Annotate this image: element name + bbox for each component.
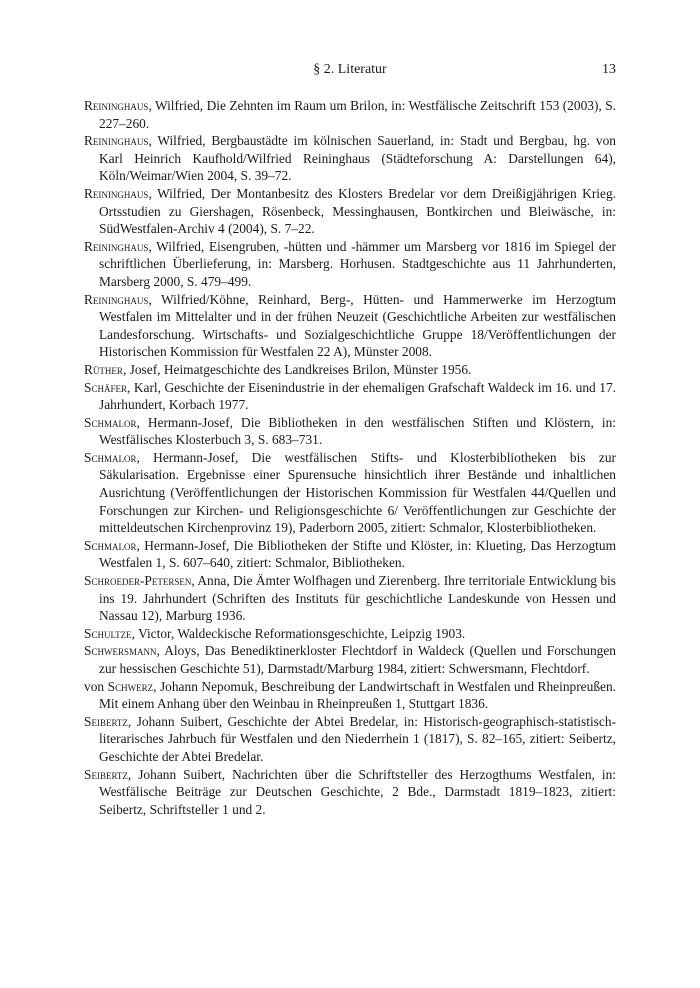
author-surname: Schroeder-Petersen bbox=[84, 573, 192, 589]
author-surname: Rüther bbox=[84, 361, 123, 377]
entry-text: , Johann Suibert, Geschichte der Abtei Bredelar, in: Historisch-geographisch-statistisch-literarisches Jahrbuch für Westfalen und den Niederrhein 1 (1817), S. 82–165, zitiert: Seibertz, Geschichte der Abtei Bredelar. bbox=[99, 713, 616, 764]
author-surname: Schwersmann bbox=[84, 643, 157, 659]
author-surname: Reininghaus bbox=[84, 185, 149, 201]
entry-text: , Anna, Die Ämter Wolfhagen und Zierenberg. Ihre territoriale Entwicklung bis ins 19. Jahrhundert (Schriften des Instituts für geschichtliche Landeskunde von Hessen und Nassau 12), Marburg 1936. bbox=[99, 573, 616, 624]
author-surname: Reininghaus bbox=[84, 291, 149, 307]
author-surname: Reininghaus bbox=[84, 133, 149, 149]
entry-text: , Hermann-Josef, Die Bibliotheken in den westfälischen Stiften und Klöstern, in: Westfälisches Klosterbuch 3, S. 683–731. bbox=[99, 414, 616, 448]
entry-text: , Aloys, Das Benediktinerkloster Flechtdorf in Waldeck (Quellen und Forschungen zur hessischen Geschichte 51), Darmstadt/Marburg 1984, zitiert: Schwersmann, Flechtdorf. bbox=[99, 643, 616, 676]
bibliography-entry bbox=[84, 238, 616, 291]
author-surname: Schmalor bbox=[84, 537, 137, 553]
bibliography-entry bbox=[84, 766, 616, 819]
section-title: § 2. Literatur bbox=[313, 62, 387, 77]
author-surname: Schmalor bbox=[84, 414, 137, 430]
entry-text: , Wilfried, Die Zehnten im Raum um Brilon, in: Westfälische Zeitschrift 153 (2003), S. 227–260. bbox=[99, 98, 616, 131]
entry-text: , Johann Suibert, Nachrichten über die Schriftsteller des Herzogthums Westfalen, in: Westfälische Beiträge zur Deutschen Geschichte, 2 Bde., Darmstadt 1819–1823, zitiert: Seibertz, Schriftsteller 1 und 2. bbox=[99, 766, 616, 817]
author-surname: Seibertz bbox=[84, 713, 128, 729]
entry-text: , Victor, Waldeckische Reformationsgeschichte, Leipzig 1903. bbox=[131, 625, 466, 641]
entry-text: , Wilfried, Eisengruben, -hütten und -hämmer um Marsberg vor 1816 im Spiegel der schriftlichen Überlieferung, in: Marsberg. Horhusen. Stadtgeschichte aus 11 Jahrhunderten, Marsberg 2000, S. 479–499. bbox=[99, 238, 616, 289]
bibliography-entry bbox=[84, 132, 616, 185]
running-header bbox=[84, 62, 616, 82]
bibliography-entry bbox=[84, 449, 616, 537]
author-prefix: von bbox=[84, 678, 108, 694]
author-surname: Schultze bbox=[84, 625, 132, 641]
bibliography-entry bbox=[84, 97, 616, 132]
bibliography-list bbox=[84, 97, 616, 818]
bibliography-entry bbox=[84, 713, 616, 766]
bibliography-entry bbox=[84, 185, 616, 238]
page-number: 13 bbox=[602, 62, 616, 77]
bibliography-entry bbox=[84, 537, 616, 572]
bibliography-entry bbox=[84, 572, 616, 625]
entry-text: , Karl, Geschichte der Eisenindustrie in der ehemaligen Grafschaft Waldeck im 16. und 17. Jahrhundert, Korbach 1977. bbox=[99, 379, 616, 413]
bibliography-entry bbox=[84, 291, 616, 361]
author-surname: Schäfer bbox=[84, 379, 127, 395]
entry-text: , Wilfried, Bergbaustädte im kölnischen Sauerland, in: Stadt und Bergbau, hg. von Karl Heinrich Kaufhold/Wilfried Reininghaus (Städteforschung A: Darstellungen 64), Köln/Weimar/Wien 2004, S. 39–72. bbox=[99, 133, 616, 184]
bibliography-entry bbox=[84, 678, 616, 713]
entry-text: , Hermann-Josef, Die Bibliotheken der Stifte und Klöster, in: Klueting, Das Herzogtum Westfalen 1, S. 607–640, zitiert: Schmalor, Bibliotheken. bbox=[99, 537, 616, 571]
bibliography-entry bbox=[84, 625, 616, 643]
author-surname: Reininghaus bbox=[84, 238, 149, 254]
bibliography-entry bbox=[84, 642, 616, 677]
author-surname: Reininghaus bbox=[84, 98, 149, 113]
bibliography-entry bbox=[84, 379, 616, 414]
entry-text: , Hermann-Josef, Die westfälischen Stifts- und Klosterbibliotheken bis zur Säkularisation. Ergebnisse einer Spurensuche hinsichtlich ihrer Bestände und inhaltlichen Ausrichtung (Veröffentlichungen der Historischen Kommission für Westfalen 44/Quellen und Forschungen zur Kirchen- und Religionsgeschichte 6/ Veröffentlichungen zur Geschichte der mitteldeutschen Kirchenprovinz 19), Paderborn 2005, zitiert: Schmalor, Klosterbibliotheken. bbox=[99, 449, 616, 536]
entry-text: , Josef, Heimatgeschichte des Landkreises Brilon, Münster 1956. bbox=[122, 361, 472, 377]
bibliography-entry bbox=[84, 361, 616, 379]
author-surname: Seibertz bbox=[84, 766, 128, 782]
entry-text: , Johann Nepomuk, Beschreibung der Landwirtschaft in Westfalen und Rheinpreußen. Mit einem Anhang über den Weinbau in Rheinpreußen 1, Stuttgart 1836. bbox=[99, 678, 616, 712]
bibliography-entry bbox=[84, 414, 616, 449]
author-surname: Schwerz bbox=[107, 678, 154, 694]
author-surname: Schmalor bbox=[84, 449, 137, 465]
entry-text: , Wilfried/Köhne, Reinhard, Berg-, Hütten- und Hammerwerke im Herzogtum Westfalen im Mittelalter und in der frühen Neuzeit (Geschichtliche Arbeiten zur westfälischen Landesforschung. Wirtschafts- und Sozialgeschichtliche Gruppe 18/Veröffentlichungen der Historischen Kommission für Westfalen 22 A), Münster 2008. bbox=[99, 291, 616, 360]
entry-text: , Wilfried, Der Montanbesitz des Klosters Bredelar vor dem Dreißigjährigen Krieg. Ortsstudien zu Giershagen, Rösenbeck, Messinghausen, Bontkirchen und Bleiwäsche, in: SüdWestfalen-Archiv 4 (2004), S. 7–22. bbox=[99, 185, 616, 237]
